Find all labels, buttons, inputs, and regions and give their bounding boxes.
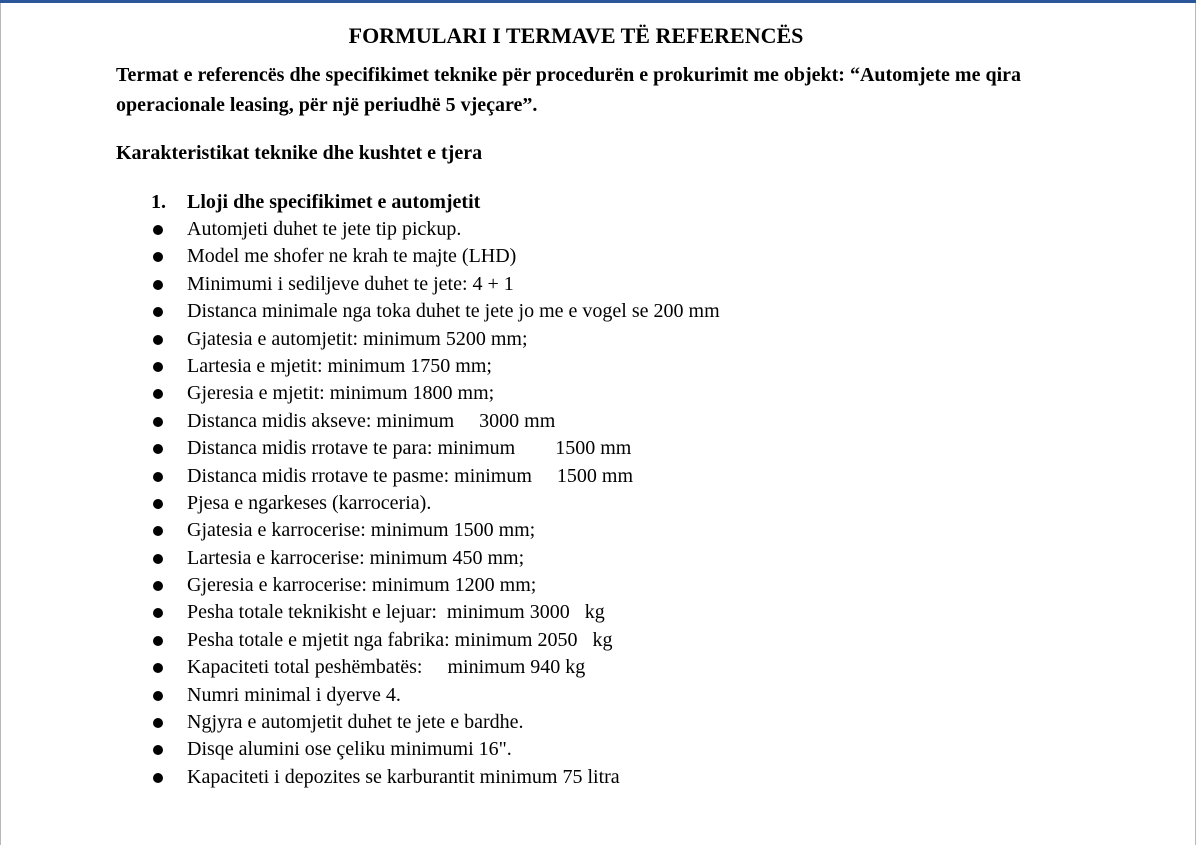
bullet-icon: [153, 608, 163, 618]
intro-paragraph: Termat e referencës dhe specifikimet teknike për procedurën e prokurimit me objekt: “Automjete me qira operacionale leasing, për një periudhë 5 vjeçare”.: [116, 64, 1022, 116]
bullet-icon: [153, 389, 163, 399]
bullet-icon: [153, 499, 163, 509]
list-item-text: Gjeresia e mjetit: minimum 1800 mm;: [187, 382, 495, 405]
list-item-text: Pesha totale teknikisht e lejuar: minimum 3000 kg: [187, 601, 605, 624]
bullet-icon: [153, 252, 163, 262]
bullet-icon: [153, 526, 163, 536]
list-item-text: Pesha totale e mjetit nga fabrika: minimum 2050 kg: [187, 628, 613, 651]
bullet-icon: [153, 636, 163, 646]
list-item-text: Kapaciteti total peshëmbatës: minimum 940 kg: [187, 656, 586, 679]
list-item-text: Disqe alumini ose çeliku minimumi 16".: [187, 738, 512, 761]
list-item-text: Lartesia e mjetit: minimum 1750 mm;: [187, 354, 492, 377]
list-item-text: Pjesa e ngarkeses (karroceria).: [187, 491, 432, 514]
list-item-text: Model me shofer ne krah te majte (LHD): [187, 245, 517, 268]
list-item-text: Distanca midis akseve: minimum 3000 mm: [187, 409, 556, 432]
spec-list-title: Lloji dhe specifikimet e automjetit: [187, 191, 481, 213]
list-item-text: Kapaciteti i depozites se karburantit minimum 75 litra: [187, 765, 620, 788]
bullet-icon: [153, 691, 163, 701]
list-item-text: Automjeti duhet te jete tip pickup.: [187, 218, 462, 240]
bullet-icon: [153, 444, 163, 454]
list-item-text: Gjeresia e karrocerise: minimum 1200 mm;: [187, 574, 537, 597]
list-item-text: Numri minimal i dyerve 4.: [187, 683, 401, 706]
bullet-icon: [153, 225, 163, 235]
bullet-icon: [153, 280, 163, 290]
list-item-text: Lartesia e karrocerise: minimum 450 mm;: [187, 546, 525, 569]
document-title: FORMULARI I TERMAVE TË REFERENCËS: [348, 23, 804, 48]
spec-list-number: 1.: [151, 191, 166, 213]
bullet-icon: [153, 581, 163, 591]
list-item-text: Ngjyra e automjetit duhet te jete e bardhe.: [187, 711, 524, 734]
bullet-icon: [153, 554, 163, 564]
list-item-text: Distanca midis rrotave te para: minimum 1500 mm: [187, 437, 632, 460]
list-item-text: Minimumi i sediljeve duhet te jete: 4 + 1: [187, 272, 514, 295]
bullet-icon: [153, 335, 163, 345]
bullet-icon: [153, 745, 163, 755]
spec-list-heading: [151, 188, 480, 216]
list-item-text: Gjatesia e karrocerise: minimum 1500 mm;: [187, 519, 536, 542]
bullet-icon: [153, 307, 163, 317]
list-item-text: Distanca midis rrotave te pasme: minimum 1500 mm: [187, 464, 634, 487]
bullet-icon: [153, 773, 163, 783]
bullet-icon: [153, 472, 163, 482]
list-item-text: Distanca minimale nga toka duhet te jete jo me e vogel se 200 mm: [187, 300, 720, 323]
bullet-icon: [153, 362, 163, 372]
list-item-text: Gjatesia e automjetit: minimum 5200 mm;: [187, 327, 528, 350]
bullet-icon: [153, 417, 163, 427]
section-heading: Karakteristikat teknike dhe kushtet e tjera: [116, 142, 483, 164]
bullet-icon: [153, 718, 163, 728]
bullet-icon: [153, 663, 163, 673]
